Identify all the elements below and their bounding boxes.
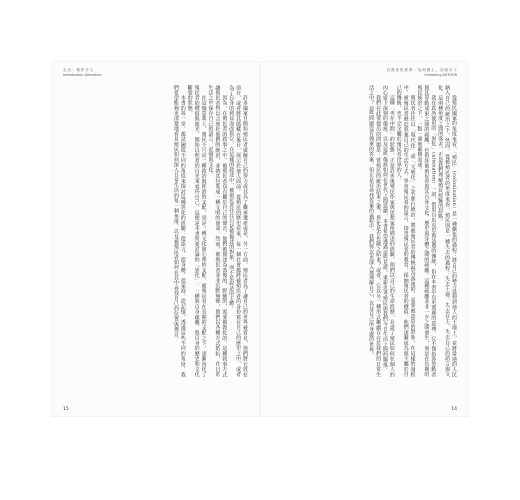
right-page-number: 14 xyxy=(451,407,457,412)
right-page xyxy=(261,62,468,416)
right-paragraph-5: 我們在此要提出的問題是：當殖民的統治結束之後，異化是否也隨之結束？或者，它以另一種形式繼續存在於我們的日常生活之中？這些問題沒有簡單的答案，但正是在尋找答案的過程中，我們得以更深入地理解自己，以及自己所身處的世界。 xyxy=(368,85,382,377)
right-body-text xyxy=(272,85,457,377)
left-header-subtitle: Introduction Alienation xyxy=(63,72,102,77)
right-header-title: 自 我 者 的 度 界 ： 為 何 總 上 、 如 何 出 下 xyxy=(386,68,457,72)
right-paragraph-4: 這種「夾在中間」的狀態，正是許多後殖民作家與思想家所描述的經驗。他們以自己的生命經歷，見證了殖民如何在個人的內心留下深刻的傷痕，以及這些傷痕如何在世代之間延續。本書希望透過這些見證，重新思考殖民與我們今日生活之間的關係。 xyxy=(381,85,395,377)
right-paragraph-1: 從殖民國家的角度來看，「殖民」（colonization）是一種擴張的過程：將自己的勢力延伸到他人的土地上，並將當地的人民納入自己的統治之下。然而，從被殖民者的角度來看，殖民則是一種失去的過程：失去土地、失去自主、失去自己的語言與文化。這兩種角度之間的落差，正是我們理解殖民經驗的起點。 xyxy=(437,85,457,377)
right-paragraph-3: 殖民者往往以「現代化」或「文明化」之名進行統治，將被殖民者的傳統視為落後的、需要被改造的對象。在這樣的過程中，被殖民者被迫放棄自己的生活方式，學習殖民者的語言、接受殖民者的教育、採納殖民者的價值。他們逐漸成為既不屬於自己的傳統、也不完全屬於殖民者世界的人。 xyxy=(395,85,416,377)
right-header-subtitle: Unmaking AUTHOR xyxy=(424,72,457,77)
left-paragraph-1: 許多國家自開始殖民者虛擬自己的努力或其為了繼承遺產或是，另一方面，殖民者為了讓自己的世界被看見，他們將它放在前台，或者將其隱藏在後台，展示於他人面前。從殖民的歷史看來，每一個社會都將被殖民者的身份寫在自己的歷史之中，或者為了自身的利益而改寫它。在這樣的敘述中，被殖民者往往只是被描述的對象，而不是說話的主體。 xyxy=(228,85,248,377)
left-running-header xyxy=(63,68,102,77)
left-paragraph-2: 因為，在殖民者的敘事之中，被殖民者沒有屬於自己的聲音，他們被描述為落後的、野蠻的、需要被教化的。這種敘事方式讓殖民者得以合理化他們的統治，並將其包裝成一種文明的使命。然而，被殖民者並非沉默無聲，他們以各種方式抵抗，在日常生活之中保存自己的語言、記憶與文化。 xyxy=(207,85,228,377)
left-page-number: 15 xyxy=(63,407,69,412)
left-body-text xyxy=(63,85,248,377)
right-paragraph-2: 我在此所使用的「異化」（alienation）一詞，借用自馬克思與法農的傳統，但在本書中有更寬廣的意涵。它不僅指涉勞動者與其勞動成果之間的疏離，也指涉被殖民者與其自身文化、歷史與身體之間的疏離。這種疏離並非一夕之間發生，而是在長期的殖民統治之下，一點一滴地累積而成。 xyxy=(416,85,437,377)
left-page xyxy=(52,62,259,416)
left-header-title: 走 出 ： 殖 民 手 几 xyxy=(63,68,94,72)
left-paragraph-4: 本書的每一章，都試圖從不同的角度來探討這種異化的經驗：從語言、從身體、從家庭、從記憶。透過這些不同的角度，我們希望能夠更清楚地看見殖民如何深入日常生活的每一個角落，以及被殖民者如何在其中尋找自己的位置與聲音。 xyxy=(172,85,186,377)
right-running-header xyxy=(387,68,457,77)
left-paragraph-3: 在這個意義上，殖民不只是一種政治與經濟的支配，更是一種文化與心理的支配。被殖民者在長期的支配之下，逐漸內化了殖民者的價值與眼光，開始以他者的目光來看待自己。這便是本書所要討論的「異化」：一種與自身疏離、與自身的歷史和文化斷裂的狀態。 xyxy=(186,85,207,377)
